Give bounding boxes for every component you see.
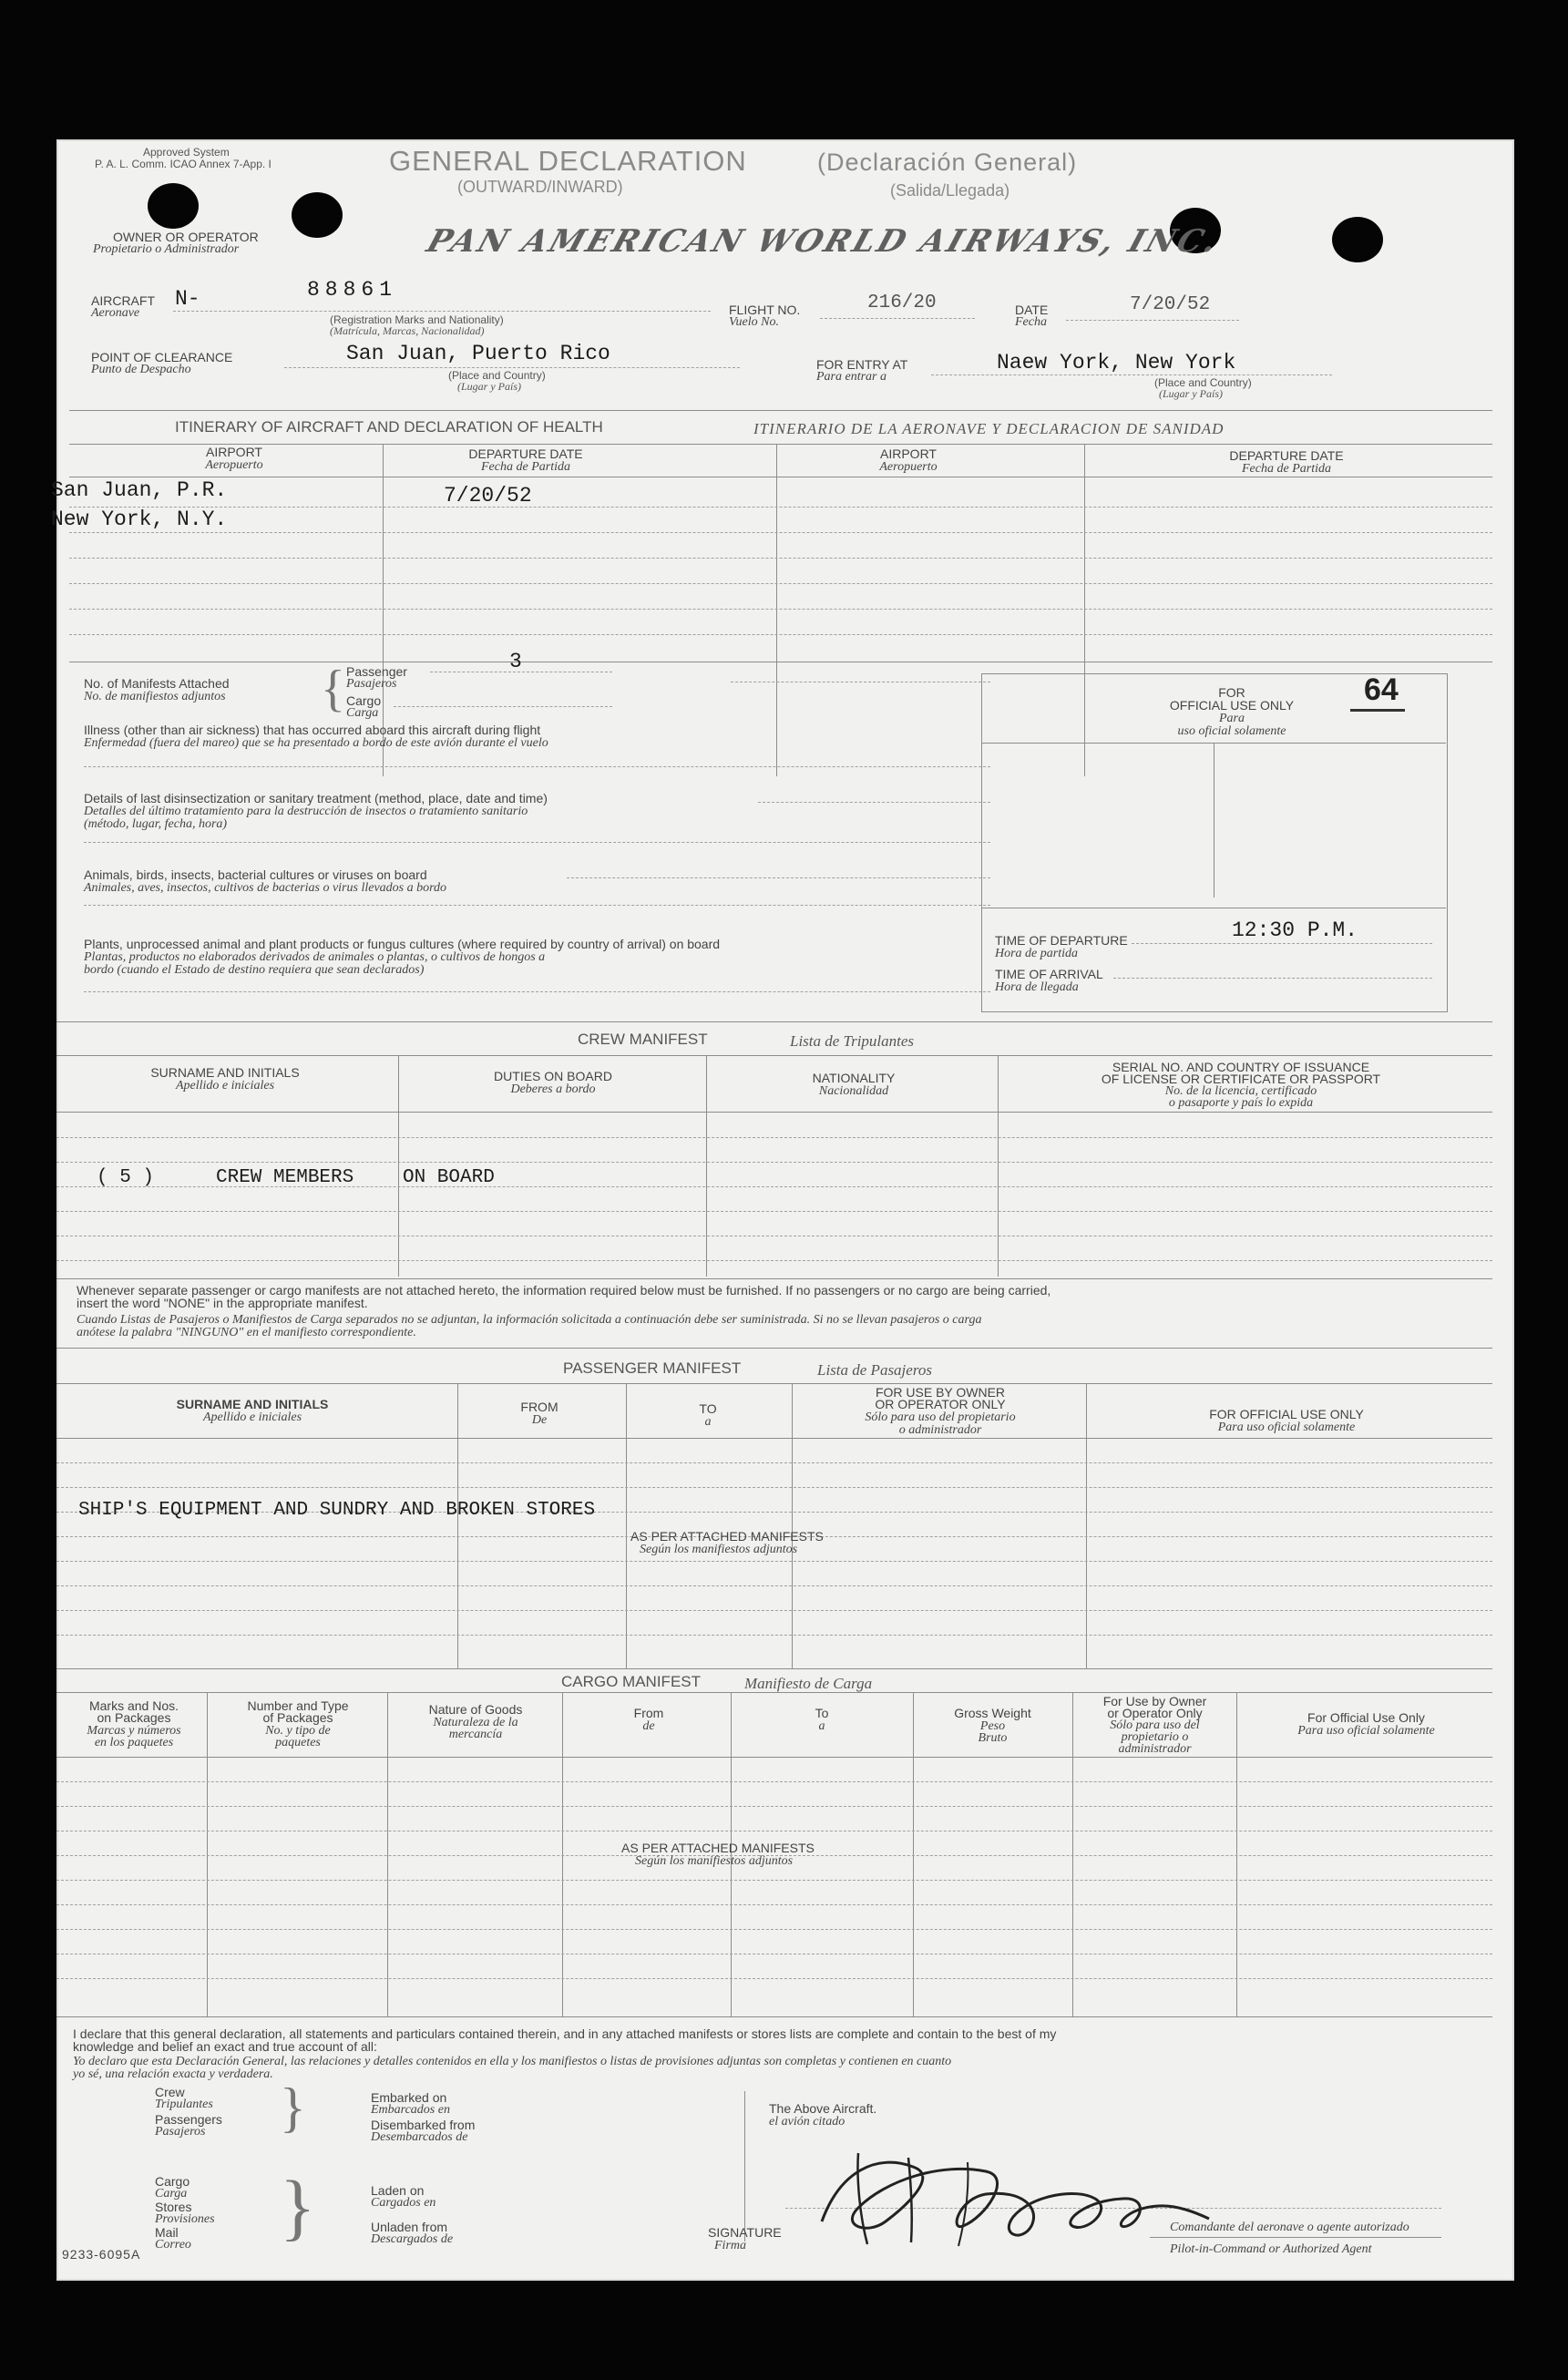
decl-crew-es: Tripulantes <box>155 2098 213 2111</box>
notice-en-1: Whenever separate passenger or cargo manifests are not attached hereto, the information required below must be furnished. If no passengers or no cargo are being carried, <box>77 1283 1051 1298</box>
disinsect-label: Details of last disinsectization or sanitary treatment (method, place, date and time) <box>84 791 548 805</box>
illness-label-es: Enfermedad (fuera del mareo) que se ha presentado a bordo de este avión durante el vuelo <box>84 736 548 750</box>
aircraft-label: AIRCRAFT <box>91 293 155 308</box>
passenger-label: Passenger <box>346 664 407 679</box>
decl-en-2: knowledge and belief an exact and true account of all: <box>73 2039 377 2054</box>
flight-label-es: Vuelo No. <box>729 315 779 329</box>
aircraft-prefix: N- <box>175 287 200 311</box>
cargo-c7-es-2: propietario o <box>1121 1730 1189 1744</box>
col-departure-es: Fecha de Partida <box>481 460 570 474</box>
itinerary-airport-2: New York, N.Y. <box>51 508 228 531</box>
plants-label-1: Plants, unprocessed animal and plant products or fungus cultures (where required by country of arrival) on board <box>84 937 721 951</box>
decl-signature-label: SIGNATURE <box>708 2225 782 2240</box>
flight-number: 216/20 <box>867 292 937 313</box>
itinerary-title-es: ITINERARIO DE LA AERONAVE Y DECLARACION DE SANIDAD <box>753 420 1225 437</box>
disinsect-label-es-2: (método, lugar, fecha, hora) <box>84 817 228 831</box>
cargo-label: Cargo <box>346 693 382 708</box>
pax-col-from: FROM <box>520 1400 559 1414</box>
decl-mail-es: Correo <box>155 2238 191 2252</box>
departure-time-label: TIME OF DEPARTURE <box>995 933 1128 948</box>
crew-title: CREW MANIFEST <box>578 1031 708 1048</box>
animals-label-es: Animales, aves, insectos, cultivos de bacterias o virus llevados a bordo <box>84 881 447 895</box>
pax-col-official: FOR OFFICIAL USE ONLY <box>1209 1407 1364 1421</box>
decl-unladen-es: Descargados de <box>371 2232 454 2246</box>
pax-attached-es: Según los manifiestos adjuntos <box>640 1543 798 1556</box>
punch-hole <box>1332 217 1383 262</box>
decl-disembarked-es: Desembarcados de <box>371 2130 468 2144</box>
decl-passengers: Passengers <box>155 2112 222 2127</box>
cargo-c2-es-1: No. y tipo de <box>265 1724 331 1738</box>
decl-embarked-es: Embarcados en <box>371 2103 450 2117</box>
aircraft-registration: 88861 <box>307 278 398 302</box>
official-label-es: uso oficial solamente <box>1177 724 1286 738</box>
entry-label: FOR ENTRY AT <box>816 357 908 372</box>
pax-col-to: TO <box>699 1401 717 1416</box>
crew-col-nationality: NATIONALITY <box>812 1071 896 1085</box>
crew-col-serial-1: SERIAL NO. AND COUNTRY OF ISSUANCE <box>1112 1060 1370 1074</box>
cargo-c8: For Official Use Only <box>1307 1710 1425 1725</box>
cargo-c3-es-1: Naturaleza de la <box>433 1716 518 1729</box>
crew-col-serial-2: OF LICENSE OR CERTIFICATE OR PASSPORT <box>1101 1072 1381 1086</box>
decl-stores: Stores <box>155 2200 192 2214</box>
arrival-time-label: TIME OF ARRIVAL <box>995 967 1103 981</box>
cargo-c7-es-1: Sólo para uso del <box>1110 1718 1200 1732</box>
col-airport-2: AIRPORT <box>880 446 937 461</box>
passenger-label-es: Pasajeros <box>346 677 397 691</box>
aircraft-reg-note: (Registration Marks and Nationality) <box>330 313 504 326</box>
cargo-c1-es-1: Marcas y números <box>87 1724 181 1738</box>
pax-col-from-es: De <box>531 1413 548 1427</box>
pax-entry: SHIP'S EQUIPMENT AND SUNDRY AND BROKEN STORES <box>78 1500 596 1521</box>
pax-col-to-es: a <box>704 1415 712 1429</box>
form-title: GENERAL DECLARATION <box>389 145 747 177</box>
cargo-c7-es-3: administrador <box>1118 1742 1192 1756</box>
cargo-c2-2: of Packages <box>262 1710 333 1725</box>
pax-col-owner-es-2: o administrador <box>898 1423 982 1437</box>
official-number: 64 <box>1364 672 1399 707</box>
cargo-c2-es-2: paquetes <box>275 1736 321 1749</box>
punch-hole <box>148 183 199 229</box>
crew-title-es: Lista de Tripulantes <box>790 1032 915 1050</box>
official-for: FOR <box>1218 685 1245 700</box>
illness-label: Illness (other than air sickness) that has occurred aboard this aircraft during flight <box>84 723 541 737</box>
cargo-attached-es: Según los manifiestos adjuntos <box>635 1854 794 1868</box>
flight-label: FLIGHT NO. <box>729 303 801 317</box>
cargo-title-es: Manifiesto de Carga <box>744 1675 873 1692</box>
notice-es-1: Cuando Listas de Pasajeros o Manifiestos de Carga separados no se adjuntan, la información solicitada a continuación debe ser suministrada. Si no se llevan pasajeros o carga <box>77 1313 982 1327</box>
decl-embarked: Embarked on <box>371 2090 447 2105</box>
plants-label-3: bordo (cuando el Estado de destino requiera que sean declarados) <box>84 963 425 977</box>
decl-cargo-es: Carga <box>155 2187 188 2200</box>
departure-time-label-es: Hora de partida <box>995 947 1078 960</box>
col-departure-2: DEPARTURE DATE <box>1229 448 1344 463</box>
itinerary-date-1: 7/20/52 <box>444 484 532 508</box>
crew-col-serial-es-2: o pasaporte y país lo expida <box>1168 1096 1314 1110</box>
crew-entry-duty: ON BOARD <box>403 1167 495 1188</box>
cargo-c7-1: For Use by Owner <box>1102 1694 1207 1708</box>
decl-role: Pilot-in-Command or Authorized Agent <box>1170 2242 1372 2256</box>
cargo-c1-es-2: en los paquetes <box>94 1736 174 1749</box>
date-label: DATE <box>1015 303 1049 317</box>
pax-col-owner-2: OR OPERATOR ONLY <box>875 1397 1006 1411</box>
crew-col-duties: DUTIES ON BOARD <box>494 1069 612 1083</box>
cargo-c1-1: Marks and Nos. <box>88 1698 179 1713</box>
manifests-label: No. of Manifests Attached <box>84 676 230 691</box>
decl-cargo: Cargo <box>155 2174 190 2189</box>
col-departure-2-es: Fecha de Partida <box>1242 462 1331 476</box>
cargo-c6: Gross Weight <box>954 1706 1031 1720</box>
cargo-title: CARGO MANIFEST <box>561 1673 702 1690</box>
clearance-note: (Place and Country) <box>448 369 546 382</box>
declaration-form: Approved System P. A. L. Comm. ICAO Annex 7-App. I GENERAL DECLARATION (OUTWARD/INWARD) (Declaración General) (Salida/Llegada) OWNER OR OPERATOR Propietario o Administrador PAN AMERICAN WORLD AIRWAYS, INC. AIRCRAFT Aeronave N- 88861 (Registration Marks and Nationality) (Matrícula, Marcas, Nacionalidad) FLIGHT NO. Vuelo No. 216/20 DATE Fecha 7/20/52 POINT OF CLEARANCE Punto de Despacho San Juan, Puerto Rico (Place and Country) (Lugar y País) FOR ENTRY AT Para entrar a Naew York, New York (Place and Country) (Lugar y País) ITINERARY OF AIRCRAFT AND DECLARATION OF HEALTH ITINERARIO DE LA AERONAVE Y DECLARACION DE SANIDAD AIRPORT Aeropuerto DEPARTURE DATE Fecha de Partida AIRPORT Aeropuerto DEPARTURE DATE Fecha de Partida San Juan, P.R. 7/20/52 New York, N.Y. No. of Manifests Attached No. de manifiestos adjuntos { Passenger Pasajeros 3 Cargo Carga Illness (other than air sickness) that has occurred aboard this aircraft during flight Enfermedad (fuera del mareo) que se ha presentado a bordo de este avión durante el vuelo Details of last disinsectization or sanitary treatment (method, place, date and time) Detalles del último tratamiento para la destrucción de insectos o tratamiento sanitario (método, lugar, fecha, hora) Animals, birds, insects, bacterial cultures or viruses on board Animales, aves, insectos, cultivos de bacterias o virus llevados a bordo Plants, unprocessed animal and plant products or fungus cultures (where required by country of arrival) on board Plantas, productos no elaborados derivados de animales o plantas, o cultivos de hongos a bordo (cuando el Estado de destino requiera que sean declarados) FOR OFFICIAL USE ONLY Para uso oficial solamente 64 TIME OF DEPARTURE Hora de partida 12:30 P.M. TIME OF ARRIVAL Hora de llegada CREW MANIFEST Lista de Tripulantes SURNAME AND INITIALS Apellido e iniciales DUTIES ON BOARD Deberes a bordo NATIONALITY Nacionalidad SERIAL NO. AND COUNTRY OF ISSUANCE OF LICENSE OR CERTIFICATE OR PASSPORT No. de la licencia, certificado o pasaporte y país lo expida ( 5 ) CREW MEMBERS ON BOARD Whenever separate passenger or cargo manifests are not attached hereto, the information required below must be furnished. If no passengers or no cargo are being carried, insert the word "NONE" in the appropriate manifest. Cuando Listas de Pasajeros o Manifiestos de Carga separados no se adjuntan, la información solicitada a continuación debe ser suministrada. Si no se llevan pasajeros o carga anótese la palabra "NINGUNO" en el manifiesto correspondiente. PASSENGER MANIFEST Lista de Pasajeros SURNAME AND INITIALS Apellido e iniciales FROM De TO a FOR USE BY OWNER OR OPERATOR ONLY Sólo para uso del propietario o administrador FOR OFFICIAL USE ONLY Para uso oficial solamente SHIP'S EQUIPMENT AND SUNDRY AND BROKEN STORES AS PER ATTACHED MANIFESTS Según los manifiestos adjuntos CARGO MANIFEST Manifiesto de Carga Marks and Nos. on Packages Marcas y números en los paquetes Number and Type of Packages No. y tipo de paquetes Nature of Goods Naturaleza de la mercancía From de To a Gross Weight Peso Bruto For Use by Owner or Operator Only Sólo para uso del propietario o administrador For Official Use Only Para uso oficial solamente AS PER ATTACHED MANIFESTS Según los manifiestos adjuntos I declare that this general declaration, all statements and particulars contained therein, and in any attached manifests or stores lists are complete and contain to the best of my knowledge and belief an exact and true account of all: Yo declaro que esta Declaración General, las relaciones y detalles contenidos en ella y los manifiestos o listas de provisiones adjuntas son completas y contienen en cuanto yo sé, una relación exacta y verdadera. Crew Tripulantes Passengers Pasajeros } Embarked on Embarcados en Disembarked from Desembarcados de Cargo Carga Stores Provisiones Mail Correo } Laden on Cargados en Unladen from Descargados de The Above Aircraft. el avión citado SIGNATURE Firma Comandante del aeronave o agente autorizado Pilot-in-Command or Authorized Agent 9233-6095A <box>56 139 1514 2281</box>
passenger-title-es: Lista de Pasajeros <box>817 1361 932 1379</box>
owner-label-es: Propietario o Administrador <box>93 242 240 256</box>
departure-time: 12:30 P.M. <box>1232 918 1358 942</box>
pax-col-name-es: Apellido e iniciales <box>202 1411 302 1424</box>
cargo-c5: To <box>815 1706 829 1720</box>
cargo-c7-2: or Operator Only <box>1107 1706 1203 1720</box>
clearance-label: POINT OF CLEARANCE <box>91 350 233 364</box>
cargo-c5-es: a <box>818 1719 825 1733</box>
crew-col-name: SURNAME AND INITIALS <box>150 1065 300 1080</box>
clearance-note-es: (Lugar y País) <box>457 380 521 393</box>
owner-value: PAN AMERICAN WORLD AIRWAYS, INC. <box>422 223 1225 260</box>
decl-laden-es: Cargados en <box>371 2196 436 2210</box>
cargo-c2-1: Number and Type <box>247 1698 349 1713</box>
entry-note: (Place and Country) <box>1154 376 1252 389</box>
date-label-es: Fecha <box>1015 315 1047 329</box>
official-para: Para <box>1219 712 1245 725</box>
approval-line-2: P. A. L. Comm. ICAO Annex 7-App. I <box>95 158 272 170</box>
notice-en-2: insert the word "NONE" in the appropriate manifest. <box>77 1296 368 1310</box>
decl-es-1: Yo declaro que esta Declaración General, las relaciones y detalles contenidos en ella y los manifiestos o listas de provisiones adjuntas son completas y contienen en cuanto <box>73 2055 952 2068</box>
cargo-c4: From <box>633 1706 664 1720</box>
owner-label: OWNER OR OPERATOR <box>113 230 259 244</box>
decl-crew: Crew <box>155 2085 185 2099</box>
decl-en-1: I declare that this general declaration, all statements and particulars contained therein, and in any attached manifests or stores lists are complete and contain to the best of my <box>73 2026 1057 2041</box>
signature <box>804 2135 1223 2253</box>
cargo-c3-es-2: mercancía <box>448 1728 503 1741</box>
official-label: OFFICIAL USE ONLY <box>1169 698 1295 713</box>
form-subtitle: (OUTWARD/INWARD) <box>457 178 623 196</box>
decl-signature-label-es: Firma <box>714 2239 746 2252</box>
pax-col-owner-es-1: Sólo para uso del propietario <box>865 1411 1016 1424</box>
cargo-label-es: Carga <box>346 706 379 720</box>
crew-col-serial-es-1: No. de la licencia, certificado <box>1164 1084 1317 1098</box>
pax-col-owner-1: FOR USE BY OWNER <box>875 1385 1006 1400</box>
decl-stores-es: Provisiones <box>155 2212 215 2226</box>
disinsect-label-es-1: Detalles del último tratamiento para la destrucción de insectos o tratamiento sanitario <box>84 805 528 818</box>
passenger-title: PASSENGER MANIFEST <box>563 1359 742 1377</box>
cargo-c8-es: Para uso oficial solamente <box>1297 1724 1435 1738</box>
flight-date: 7/20/52 <box>1130 294 1211 315</box>
form-number: 9233-6095A <box>62 2247 141 2262</box>
crew-col-nationality-es: Nacionalidad <box>818 1084 889 1098</box>
cargo-c6-es-2: Bruto <box>978 1731 1008 1745</box>
pax-col-name: SURNAME AND INITIALS <box>176 1397 329 1411</box>
decl-disembarked: Disembarked from <box>371 2118 476 2132</box>
arrival-time-label-es: Hora de llegada <box>995 980 1079 994</box>
col-airport: AIRPORT <box>206 445 262 459</box>
decl-laden: Laden on <box>371 2183 425 2198</box>
itinerary-airport-1: San Juan, P.R. <box>51 478 228 502</box>
cargo-c4-es: de <box>642 1719 655 1733</box>
manifests-label-es: No. de manifiestos adjuntos <box>84 690 226 703</box>
decl-role-es: Comandante del aeronave o agente autorizado <box>1170 2221 1409 2234</box>
pax-col-official-es: Para uso oficial solamente <box>1217 1421 1356 1434</box>
decl-es-2: yo sé, una relación exacta y verdadera. <box>73 2067 273 2081</box>
plants-label-2: Plantas, productos no elaborados derivados de animales o plantas, o cultivos de hongos a <box>84 950 546 964</box>
crew-entry: CREW MEMBERS <box>216 1167 354 1188</box>
aircraft-label-es: Aeronave <box>91 306 140 320</box>
cargo-c1-2: on Packages <box>97 1710 171 1725</box>
cargo-c3-1: Nature of Goods <box>428 1702 523 1717</box>
crew-col-name-es: Apellido e iniciales <box>175 1079 275 1093</box>
cargo-c6-es-1: Peso <box>979 1719 1006 1733</box>
col-departure: DEPARTURE DATE <box>468 446 583 461</box>
form-subtitle-es: (Salida/Llegada) <box>890 181 1010 200</box>
notice-es-2: anótese la palabra "NINGUNO" en el manifiesto correspondiente. <box>77 1326 416 1339</box>
cargo-attached: AS PER ATTACHED MANIFESTS <box>621 1841 815 1855</box>
clearance-label-es: Punto de Despacho <box>91 363 191 376</box>
pax-attached: AS PER ATTACHED MANIFESTS <box>630 1529 824 1544</box>
itinerary-title: ITINERARY OF AIRCRAFT AND DECLARATION OF HEALTH <box>175 418 603 436</box>
entry-value: Naew York, New York <box>997 351 1236 374</box>
punch-hole <box>292 192 343 238</box>
crew-count: ( 5 ) <box>97 1167 155 1188</box>
aircraft-reg-note-es: (Matrícula, Marcas, Nacionalidad) <box>330 324 485 337</box>
passenger-manifests-count: 3 <box>509 650 522 673</box>
decl-above-es: el avión citado <box>769 2115 845 2129</box>
entry-label-es: Para entrar a <box>816 370 886 384</box>
col-airport-es: Aeropuerto <box>205 458 263 472</box>
clearance-value: San Juan, Puerto Rico <box>346 342 610 365</box>
decl-unladen: Unladen from <box>371 2220 448 2234</box>
entry-note-es: (Lugar y País) <box>1159 387 1223 400</box>
decl-mail: Mail <box>155 2225 179 2240</box>
decl-passengers-es: Pasajeros <box>155 2125 206 2139</box>
col-airport-2-es: Aeropuerto <box>879 460 938 474</box>
crew-col-duties-es: Deberes a bordo <box>510 1082 596 1096</box>
decl-above: The Above Aircraft. <box>769 2101 877 2116</box>
animals-label: Animals, birds, insects, bacterial cultures or viruses on board <box>84 867 427 882</box>
approval-line-1: Approved System <box>143 146 230 159</box>
form-title-es: (Declaración General) <box>817 149 1078 176</box>
